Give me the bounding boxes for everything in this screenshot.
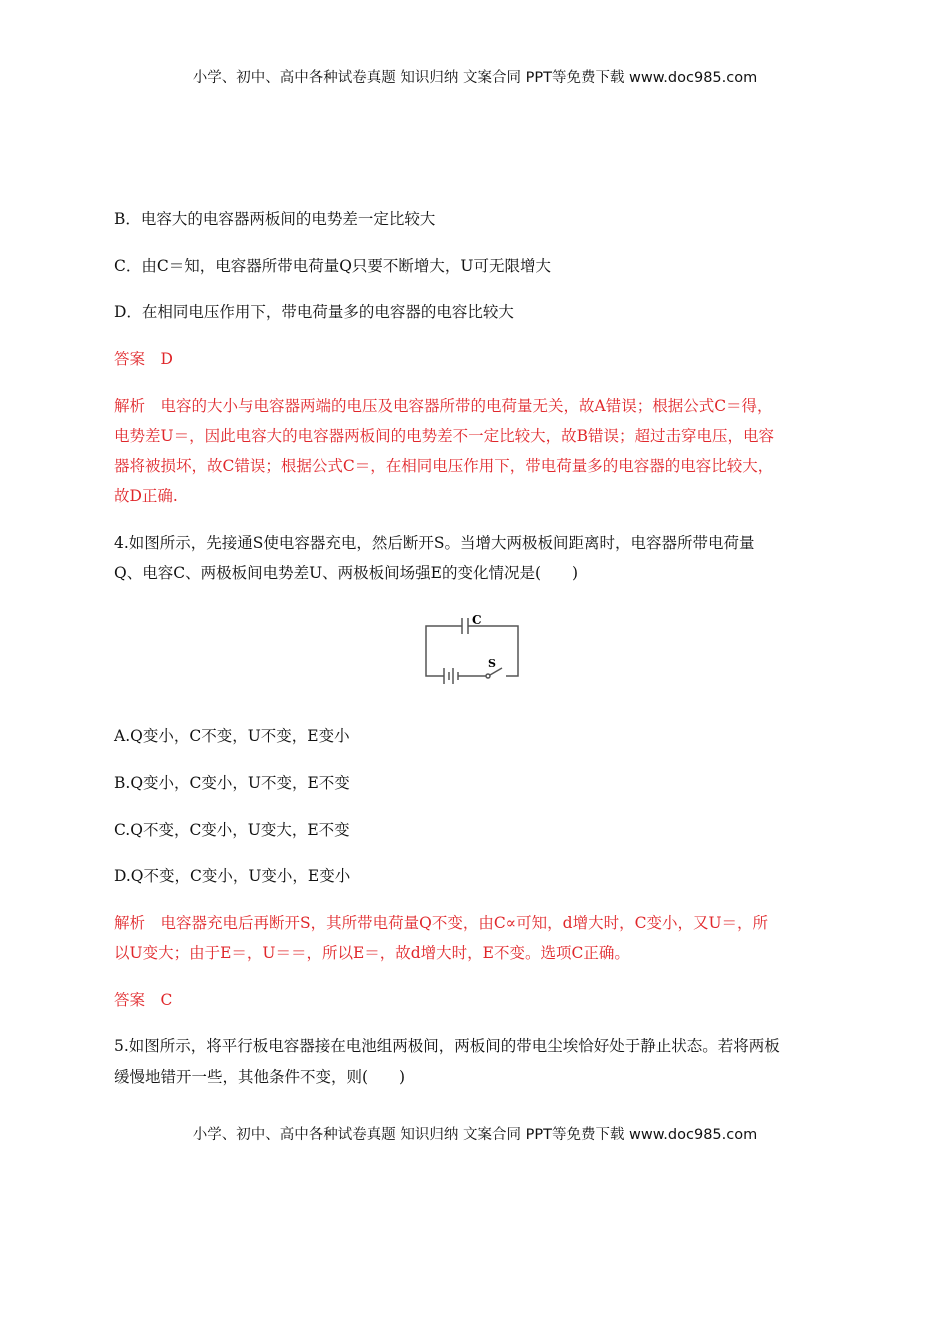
q4-option-a: A.Q变小，C不变，U不变，E变小 bbox=[114, 727, 350, 745]
circuit-diagram bbox=[420, 610, 530, 690]
q3-analysis-line: 器将被损坏，故C错误；根据公式C＝，在相同电压作用下，带电荷量多的电容器的电容比较大， bbox=[114, 457, 774, 475]
q4-analysis-line: 以U变大；由于E＝，U＝＝，所以E＝，故d增大时，E不变。选项C正确。 bbox=[114, 944, 630, 962]
q3-option-c: C．由C＝知，电容器所带电荷量Q只要不断增大，U可无限增大 bbox=[114, 257, 551, 275]
page-footer: 小学、初中、高中各种试卷真题 知识归纳 文案合同 PPT等免费下载 www.doc985.com bbox=[192, 1127, 758, 1143]
q4-answer: 答案 C bbox=[114, 991, 173, 1009]
page-header: 小学、初中、高中各种试卷真题 知识归纳 文案合同 PPT等免费下载 www.doc985.com bbox=[192, 70, 758, 86]
q4-analysis-line: 解析 电容器充电后再断开S，其所带电荷量Q不变，由C∝可知，d增大时，C变小，又U＝，所 bbox=[114, 914, 769, 932]
q4-option-c: C.Q不变，C变小，U变大，E不变 bbox=[114, 821, 350, 839]
q3-analysis-line: 解析 电容的大小与电容器两端的电压及电容器所带的电荷量无关，故A错误；根据公式C＝得， bbox=[114, 397, 773, 415]
switch-label: S bbox=[488, 657, 496, 670]
q3-answer: 答案 D bbox=[114, 350, 173, 368]
q3-option-d: D．在相同电压作用下，带电荷量多的电容器的电容比较大 bbox=[114, 303, 514, 321]
q3-option-b: B．电容大的电容器两板间的电势差一定比较大 bbox=[114, 210, 436, 228]
q5-stem-line: 缓慢地错开一些，其他条件不变，则( ) bbox=[114, 1068, 406, 1086]
q4-option-d: D.Q不变，C变小，U变小，E变小 bbox=[114, 867, 351, 885]
q4-stem-line: Q、电容C、两极板间电势差U、两极板间场强E的变化情况是( ) bbox=[114, 564, 579, 582]
capacitor-label: C bbox=[472, 613, 482, 627]
q3-analysis-line: 电势差U＝，因此电容大的电容器两板间的电势差不一定比较大，故B错误；超过击穿电压，电容 bbox=[114, 427, 774, 445]
q4-stem-line: 4.如图所示，先接通S使电容器充电，然后断开S。当增大两极板间距离时，电容器所带电荷量 bbox=[114, 534, 755, 552]
q3-analysis-line: 故D正确. bbox=[114, 487, 178, 505]
q4-option-b: B.Q变小，C变小，U不变，E不变 bbox=[114, 774, 350, 792]
q5-stem-line: 5.如图所示，将平行板电容器接在电池组两极间，两板间的带电尘埃恰好处于静止状态。若将两板 bbox=[114, 1037, 780, 1055]
